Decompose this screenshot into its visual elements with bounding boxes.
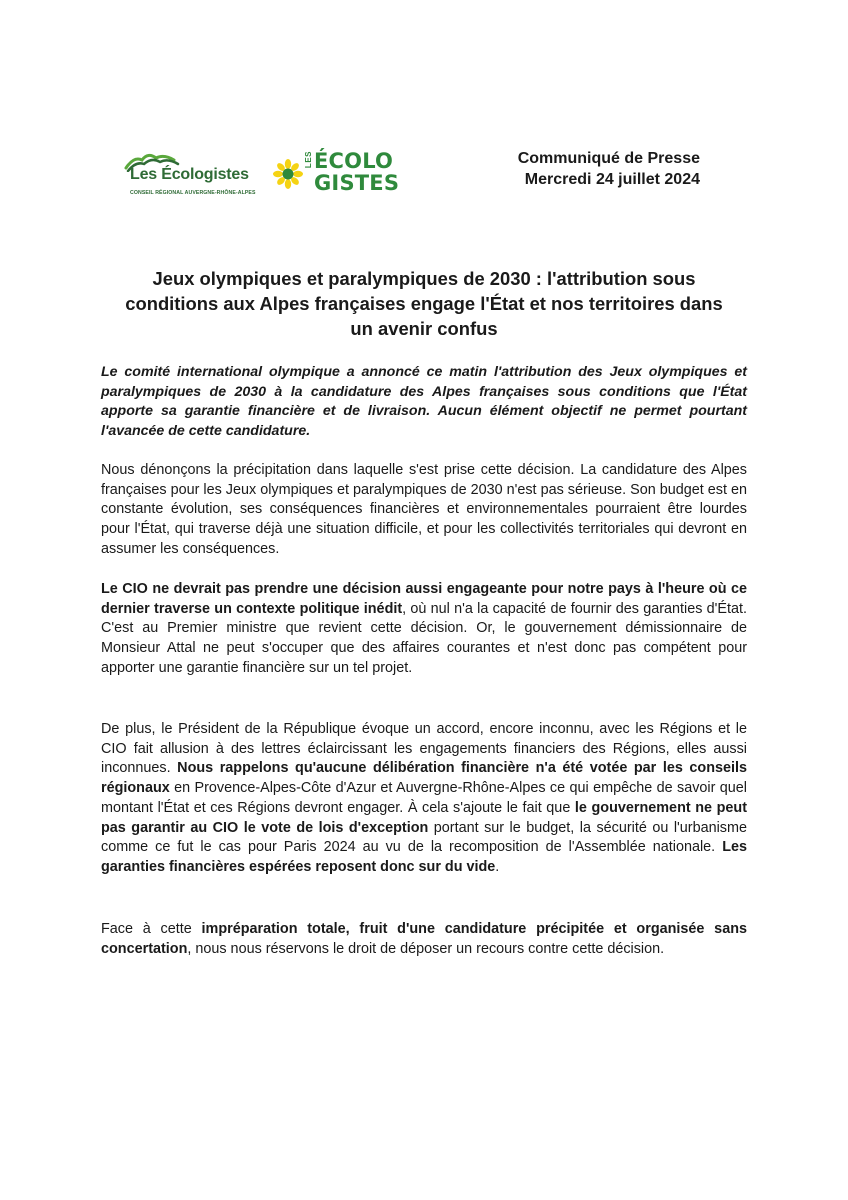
logo-party-line1: ÉCOLO [314,149,394,173]
paragraph-3-part3: portant sur le budget, la sécurité ou l'urbanisme comme ce fut le cas pour Paris 2024 au vu de la recomposition de l'Assemblée nationale. [101,819,747,856]
logo-les-ecologistes-regional [120,150,260,200]
paragraph-2 [101,580,747,679]
logo-regional-name: Les Écologistes [130,166,249,183]
paragraph-3-part1: De plus, le Président de la République évoque un accord, encore inconnu, avec les Régions et le CIO fait allusion à des lettres éclaircissant les engagements financiers des Régions, elles aussi inconnues. [101,721,747,777]
paragraph-2-rest: , où nul n'a la capacité de fournir des garanties d'État. C'est au Premier ministre que revient cette décision. Or, le gouvernement démissionnaire de Monsieur Attal ne peut s'occuper que des affaires courantes et n'est donc pas compétent pour apporter une garantie financière sur un tel projet. [101,600,747,676]
paragraph-3-bold1: Nous rappelons qu'aucune délibération financière n'a été votée par les conseils régionaux [101,760,747,797]
paragraph-4-bold1: impréparation totale, fruit d'une candidature précipitée et organisée sans concertation [101,921,747,957]
page-title: Jeux olympiques et paralympiques de 2030 : l'attribution sous conditions aux Alpes françaises engage l'État et nos territoires dans un avenir confus [125,268,723,339]
paragraph-4 [101,920,747,959]
press-date: Mercredi 24 juillet 2024 [524,171,700,188]
paragraph-4-part2: , nous nous réservons le droit de déposer un recours contre cette décision. [187,940,665,957]
logo-party-line2: GISTES [314,171,400,195]
intro-paragraph: Le comité international olympique a annoncé ce matin l'attribution des Jeux olympiques et paralympiques de 2030 à la candidature des Alpes françaises sous conditions que l'État apporte sa garantie financière et de livraison. Aucun élément objectif ne permet pourtant l'avancée de cette candidature. [101,364,747,440]
paragraph-3-part4: . [495,858,500,875]
sunflower-icon [273,159,303,189]
press-block [518,148,700,190]
paragraph-3-bold3: Les garanties financières espérées reposent donc sur du vide [101,839,747,875]
header [120,145,710,205]
paragraph-3-bold2: le gouvernement ne peut pas garantir au CIO le vote de lois d'exception [101,799,747,836]
paragraph-2-bold: Le CIO ne devrait pas prendre une décision aussi engageante pour notre pays à l'heure où ce dernier traverse un contexte politique inédit [101,581,747,617]
paragraph-3 [101,720,747,878]
press-label: Communiqué de Presse [517,150,700,167]
paragraph-1: Nous dénonçons la précipitation dans laquelle s'est prise cette décision. La candidature des Alpes françaises pour les Jeux olympiques et paralympiques de 2030 n'est pas sérieuse. Son budget est en constante évolution, ses conséquences financières et environnementales pourraient être lourdes pour l'État, qui traverse déjà une situation difficile, et pour les collectivités territoriales qui devront en assumer les conséquences. [101,462,747,557]
logo-les-ecologistes-party [273,149,403,201]
paragraph-3-part2: en Provence-Alpes-Côte d'Azur et Auvergne-Rhône-Alpes ce qui empêche de savoir quel montant l'État et ces Régions devront engager. À cela s'ajoute le fait que [101,780,747,816]
paragraph-4-part1: Face à cette [101,921,202,937]
logo-regional-subtitle: CONSEIL RÉGIONAL AUVERGNE-RHÔNE-ALPES [130,190,256,196]
logo-party-les: LES [304,151,313,169]
